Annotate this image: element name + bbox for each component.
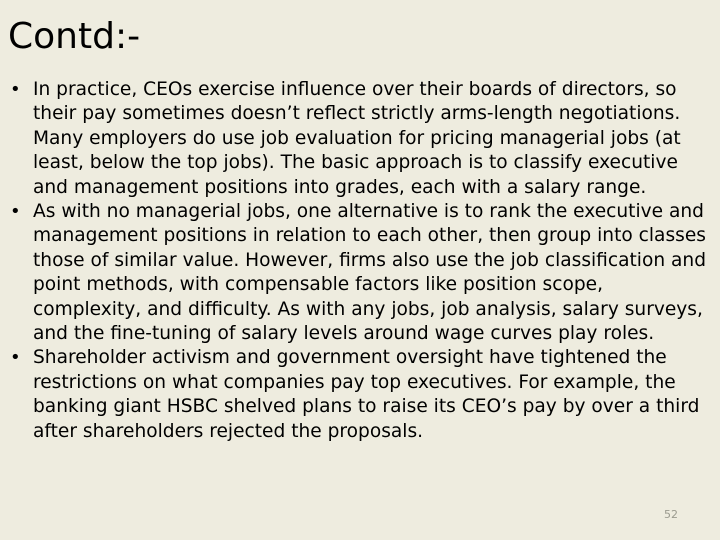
bullet-list: [0, 78, 712, 444]
bullet-text: As with no managerial jobs, one alternative is to rank the executive and management positions in relation to each other, then group into classes those of similar value. However, firms also use the job classification and point methods, with compensable factors like position scope, complexity, and difficulty. As with any jobs, job analysis, salary surveys, and the fine-tuning of salary levels around wage curves play roles.: [33, 201, 707, 345]
bullet-marker: •: [10, 347, 21, 369]
bullet-marker: •: [10, 79, 21, 100]
bullet-marker: •: [10, 201, 21, 223]
slide-title: Contd:-: [8, 16, 141, 57]
page-number: 52: [664, 508, 678, 521]
bullet-item: [0, 346, 712, 444]
bullet-item: [0, 78, 712, 200]
bullet-text: Shareholder activism and government oversight have tightened the restrictions on what companies pay top executives. For example, the banking giant HSBC shelved plans to raise its CEO’s pay by over a third after shareholders rejected the proposals.: [33, 347, 700, 442]
bullet-item: [0, 200, 712, 346]
bullet-text: In practice, CEOs exercise influence over their boards of directors, so their pay sometimes doesn’t reflect strictly arms-length negotiations. Many employers do use job evaluation for pricing managerial jobs (at least, below the top jobs). The basic approach is to classify executive and management positions into grades, each with a salary range.: [33, 79, 681, 198]
